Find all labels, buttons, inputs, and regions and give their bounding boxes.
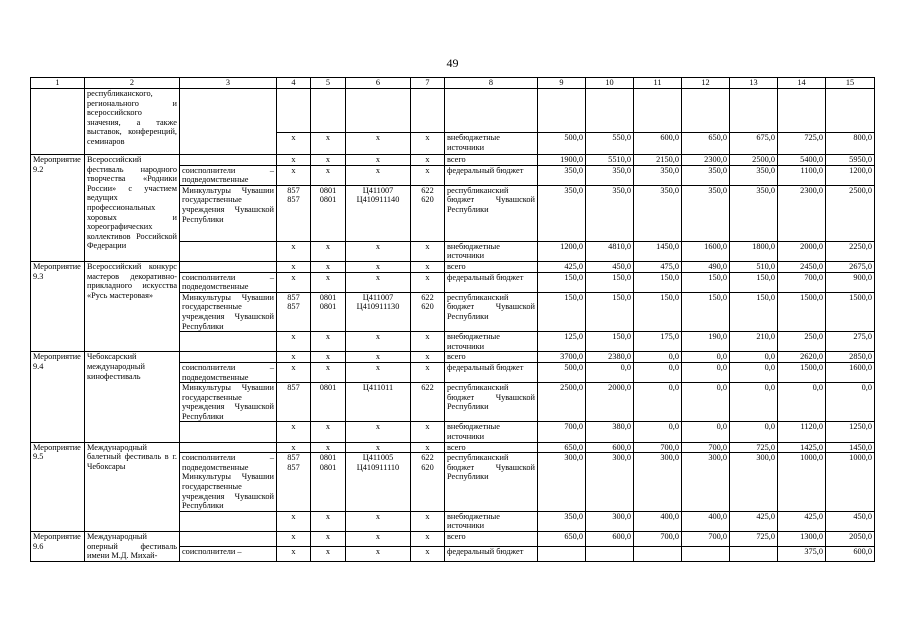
amount-cell: 1300,0 xyxy=(778,532,826,547)
event-name-cell: Всероссийский фестиваль народного творчества «Родники России» с участием ведущих профессиональных хоровых и хореографических коллективов Российской Федерации xyxy=(85,155,180,262)
amount-cell: 700,0 xyxy=(538,422,586,442)
code-cell: Ц411005 Ц410911110 xyxy=(346,453,411,512)
amount-cell: 425,0 xyxy=(538,261,586,272)
amount-cell: 600,0 xyxy=(586,442,634,453)
column-header: 2 xyxy=(85,78,180,89)
amount-cell: 150,0 xyxy=(586,332,634,352)
amount-cell: 550,0 xyxy=(586,133,634,155)
funding-source-cell: республиканский бюджет Чувашской Республики xyxy=(445,292,538,331)
code-cell: х xyxy=(411,442,445,453)
amount-cell: 4810,0 xyxy=(586,241,634,261)
column-header: 9 xyxy=(538,78,586,89)
amount-cell: 300,0 xyxy=(586,511,634,531)
amount-cell: 350,0 xyxy=(682,165,730,185)
amount-cell: 700,0 xyxy=(682,532,730,547)
event-code-cell: Мероприятие 9.6 xyxy=(31,532,85,562)
table-row xyxy=(31,155,875,166)
code-cell: х xyxy=(311,352,346,363)
amount-cell: 0,0 xyxy=(826,383,875,422)
amount-cell: 650,0 xyxy=(538,532,586,547)
code-cell: х xyxy=(346,511,411,531)
amount-cell: 650,0 xyxy=(682,133,730,155)
code-cell: 0801 xyxy=(311,383,346,422)
executor-cell xyxy=(180,532,277,547)
amount-cell: 0,0 xyxy=(634,383,682,422)
executor-cell: соисполнители – подведомственные xyxy=(180,272,277,292)
column-header: 5 xyxy=(311,78,346,89)
amount-cell: 700,0 xyxy=(682,442,730,453)
code-cell: х xyxy=(346,332,411,352)
amount-cell: 650,0 xyxy=(538,442,586,453)
amount-cell: 2150,0 xyxy=(634,155,682,166)
amount-cell: 150,0 xyxy=(538,292,586,331)
amount-cell: 725,0 xyxy=(730,442,778,453)
amount-cell: 0,0 xyxy=(730,422,778,442)
amount-cell: 0,0 xyxy=(730,383,778,422)
code-cell: 857 xyxy=(277,383,311,422)
amount-cell: 3700,0 xyxy=(538,352,586,363)
amount-cell: 210,0 xyxy=(730,332,778,352)
amount-cell: 1900,0 xyxy=(538,155,586,166)
executor-cell: соисполнители – подведомственные xyxy=(180,362,277,382)
event-name-cell: Международный оперный фестиваль имени М.Д. Михай- xyxy=(85,532,180,562)
code-cell: 0801 0801 xyxy=(311,453,346,512)
funding-source-cell: внебюджетные источники xyxy=(445,332,538,352)
funding-source-cell: республиканский бюджет Чувашской Республики xyxy=(445,453,538,512)
amount-cell: 380,0 xyxy=(586,422,634,442)
code-cell: х xyxy=(277,261,311,272)
code-cell: х xyxy=(277,511,311,531)
amount-cell: 0,0 xyxy=(682,422,730,442)
code-cell: х xyxy=(311,362,346,382)
amount-cell: 300,0 xyxy=(730,453,778,512)
amount-cell: 1000,0 xyxy=(826,453,875,512)
amount-cell: 150,0 xyxy=(682,272,730,292)
executor-cell: соисполнители – xyxy=(180,546,277,561)
code-cell: х xyxy=(411,133,445,155)
amount-cell: 150,0 xyxy=(586,272,634,292)
amount-cell: 2675,0 xyxy=(826,261,875,272)
code-cell: х xyxy=(311,155,346,166)
executor-cell xyxy=(180,422,277,442)
amount-cell: 350,0 xyxy=(586,185,634,241)
code-cell: Ц411011 xyxy=(346,383,411,422)
amount-cell: 490,0 xyxy=(682,261,730,272)
amount-cell: 425,0 xyxy=(730,511,778,531)
code-cell: х xyxy=(311,442,346,453)
code-cell: 622 620 xyxy=(411,453,445,512)
code-cell: х xyxy=(311,272,346,292)
code-cell: х xyxy=(277,272,311,292)
amount-cell: 2500,0 xyxy=(538,383,586,422)
column-header: 12 xyxy=(682,78,730,89)
amount-cell: 600,0 xyxy=(634,133,682,155)
amount-cell: 600,0 xyxy=(586,532,634,547)
amount-cell: 2000,0 xyxy=(778,241,826,261)
code-cell: х xyxy=(311,133,346,155)
amount-cell: 300,0 xyxy=(634,453,682,512)
code-cell: Ц411007 Ц410911140 xyxy=(346,185,411,241)
amount-cell: 725,0 xyxy=(730,532,778,547)
amount-cell: 425,0 xyxy=(778,511,826,531)
code-cell: х xyxy=(277,422,311,442)
code-cell: х xyxy=(346,165,411,185)
amount-cell: 700,0 xyxy=(634,442,682,453)
code-cell: х xyxy=(411,155,445,166)
amount-cell: 300,0 xyxy=(586,453,634,512)
executor-cell: соисполнители – подведомственные Минкультуры Чувашии государственные учреждения Чувашской Республики xyxy=(180,453,277,512)
code-cell: х xyxy=(277,165,311,185)
funding-source-cell: федеральный бюджет xyxy=(445,546,538,561)
funding-source-cell: республиканский бюджет Чувашской Республики xyxy=(445,185,538,241)
amount-cell: 725,0 xyxy=(778,133,826,155)
code-cell: х xyxy=(346,272,411,292)
code-cell: х xyxy=(411,511,445,531)
code-cell: х xyxy=(411,332,445,352)
code-cell: х xyxy=(277,442,311,453)
amount-cell: 0,0 xyxy=(730,352,778,363)
funding-source-cell: всего xyxy=(445,532,538,547)
amount-cell: 0,0 xyxy=(682,352,730,363)
amount-cell: 2380,0 xyxy=(586,352,634,363)
amount-cell: 2250,0 xyxy=(826,241,875,261)
funding-source-cell: внебюджетные источники xyxy=(445,133,538,155)
amount-cell: 600,0 xyxy=(826,546,875,561)
amount-cell: 190,0 xyxy=(682,332,730,352)
executor-cell: Минкультуры Чувашии государственные учреждения Чувашской Республики xyxy=(180,292,277,331)
amount-cell: 0,0 xyxy=(586,362,634,382)
code-cell: х xyxy=(277,241,311,261)
amount-cell xyxy=(538,546,586,561)
column-header: 8 xyxy=(445,78,538,89)
amount-cell: 350,0 xyxy=(730,165,778,185)
code-cell: 622 620 xyxy=(411,185,445,241)
code-cell: х xyxy=(277,532,311,547)
executor-cell: Минкультуры Чувашии государственные учреждения Чувашской Республики xyxy=(180,383,277,422)
amount-cell: 350,0 xyxy=(586,165,634,185)
amount-cell: 0,0 xyxy=(634,422,682,442)
amount-cell: 0,0 xyxy=(634,352,682,363)
header-row xyxy=(31,78,875,89)
amount-cell: 2850,0 xyxy=(826,352,875,363)
code-cell: х xyxy=(346,261,411,272)
table-row xyxy=(31,352,875,363)
code-cell: х xyxy=(411,352,445,363)
funding-source-cell: федеральный бюджет xyxy=(445,165,538,185)
code-cell: х xyxy=(277,155,311,166)
executor-cell xyxy=(180,155,277,166)
code-cell: х xyxy=(311,511,346,531)
funding-source-cell: внебюджетные источники xyxy=(445,422,538,442)
code-cell: 622 620 xyxy=(411,292,445,331)
amount-cell: 800,0 xyxy=(826,133,875,155)
executor-cell xyxy=(180,241,277,261)
amount-cell: 510,0 xyxy=(730,261,778,272)
table-row xyxy=(31,532,875,547)
amount-cell: 2620,0 xyxy=(778,352,826,363)
code-cell: х xyxy=(311,546,346,561)
amount-cell: 1200,0 xyxy=(538,241,586,261)
column-header: 1 xyxy=(31,78,85,89)
code-cell: 857 857 xyxy=(277,185,311,241)
code-cell: х xyxy=(411,261,445,272)
amount-cell: 375,0 xyxy=(778,546,826,561)
amount-cell: 2000,0 xyxy=(586,383,634,422)
amount-cell: 900,0 xyxy=(826,272,875,292)
amount-cell: 350,0 xyxy=(682,185,730,241)
amount-cell: 1250,0 xyxy=(826,422,875,442)
code-cell: х xyxy=(411,272,445,292)
code-cell: х xyxy=(411,422,445,442)
executor-cell xyxy=(180,511,277,531)
code-cell: х xyxy=(277,362,311,382)
column-header: 7 xyxy=(411,78,445,89)
amount-cell: 400,0 xyxy=(634,511,682,531)
code-cell: 0801 0801 xyxy=(311,185,346,241)
code-cell: Ц411007 Ц410911130 xyxy=(346,292,411,331)
amount-cell: 150,0 xyxy=(730,272,778,292)
amount-cell: 450,0 xyxy=(586,261,634,272)
amount-cell: 350,0 xyxy=(538,185,586,241)
amount-cell: 150,0 xyxy=(682,292,730,331)
code-cell: х xyxy=(411,241,445,261)
amount-cell: 1800,0 xyxy=(730,241,778,261)
column-header: 6 xyxy=(346,78,411,89)
funding-source-cell: внебюджетные источники xyxy=(445,511,538,531)
amount-cell: 1425,0 xyxy=(778,442,826,453)
amount-cell: 175,0 xyxy=(634,332,682,352)
amount-cell: 2450,0 xyxy=(778,261,826,272)
event-code-cell: Мероприятие 9.4 xyxy=(31,352,85,442)
amount-cell: 2300,0 xyxy=(778,185,826,241)
code-cell: х xyxy=(311,532,346,547)
column-header: 13 xyxy=(730,78,778,89)
amount-cell: 0,0 xyxy=(634,362,682,382)
amount-cell: 250,0 xyxy=(778,332,826,352)
event-name-cell: Всероссийский конкурс мастеров декоративно-прикладного искусства «Русь мастеровая» xyxy=(85,261,180,351)
code-cell: х xyxy=(411,532,445,547)
code-cell: х xyxy=(346,546,411,561)
amount-cell xyxy=(730,546,778,561)
code-cell: х xyxy=(311,165,346,185)
code-cell: х xyxy=(346,155,411,166)
executor-cell xyxy=(180,261,277,272)
amount-cell xyxy=(586,546,634,561)
page-number: 49 xyxy=(446,56,459,70)
code-cell: 622 xyxy=(411,383,445,422)
amount-cell: 2300,0 xyxy=(682,155,730,166)
code-cell: х xyxy=(277,546,311,561)
code-cell: х xyxy=(346,352,411,363)
event-code-cell xyxy=(31,89,85,155)
amount-cell: 300,0 xyxy=(682,453,730,512)
code-cell: 857 857 xyxy=(277,453,311,512)
executor-cell xyxy=(180,442,277,453)
amount-cell: 350,0 xyxy=(538,511,586,531)
code-cell: х xyxy=(346,133,411,155)
code-cell: х xyxy=(277,332,311,352)
code-cell: х xyxy=(311,261,346,272)
amount-cell: 700,0 xyxy=(778,272,826,292)
amount-cell: 1500,0 xyxy=(778,362,826,382)
table-row xyxy=(31,89,875,133)
amount-cell: 1120,0 xyxy=(778,422,826,442)
event-name-cell: республиканского, регионального и всероссийского значения, а также выставок, конференций, семинаров xyxy=(85,89,180,155)
code-cell: х xyxy=(311,332,346,352)
amount-cell: 2500,0 xyxy=(730,155,778,166)
code-cell: х xyxy=(311,422,346,442)
code-cell: х xyxy=(277,133,311,155)
funding-source-cell: всего xyxy=(445,442,538,453)
amount-cell: 5400,0 xyxy=(778,155,826,166)
executor-cell: Минкультуры Чувашии государственные учреждения Чувашской Республики xyxy=(180,185,277,241)
funding-source-cell: федеральный бюджет xyxy=(445,272,538,292)
funding-source-cell: всего xyxy=(445,155,538,166)
code-cell: х xyxy=(411,165,445,185)
executor-cell xyxy=(180,332,277,352)
amount-cell: 150,0 xyxy=(730,292,778,331)
amount-cell: 5950,0 xyxy=(826,155,875,166)
table-row xyxy=(31,261,875,272)
code-cell: х xyxy=(346,422,411,442)
column-header: 4 xyxy=(277,78,311,89)
code-cell: х xyxy=(346,362,411,382)
amount-cell: 1200,0 xyxy=(826,165,875,185)
code-cell: х xyxy=(346,241,411,261)
amount-cell: 350,0 xyxy=(538,165,586,185)
amount-cell: 125,0 xyxy=(538,332,586,352)
executor-cell xyxy=(180,352,277,363)
column-header: 15 xyxy=(826,78,875,89)
event-code-cell: Мероприятие 9.2 xyxy=(31,155,85,262)
amount-cell: 500,0 xyxy=(538,362,586,382)
amount-cell: 350,0 xyxy=(634,165,682,185)
executor-cell xyxy=(180,89,277,155)
funding-source-cell: федеральный бюджет xyxy=(445,362,538,382)
amount-cell: 150,0 xyxy=(586,292,634,331)
amount-cell xyxy=(634,546,682,561)
funding-source-cell: внебюджетные источники xyxy=(445,241,538,261)
amount-cell: 0,0 xyxy=(682,383,730,422)
funding-source-cell: республиканский бюджет Чувашской Республики xyxy=(445,383,538,422)
amount-cell: 350,0 xyxy=(634,185,682,241)
code-cell: 0801 0801 xyxy=(311,292,346,331)
amount-cell: 0,0 xyxy=(682,362,730,382)
amount-cell: 2500,0 xyxy=(826,185,875,241)
amount-cell: 700,0 xyxy=(634,532,682,547)
amount-cell: 1100,0 xyxy=(778,165,826,185)
amount-cell: 1450,0 xyxy=(634,241,682,261)
event-name-cell: Чебоксарский международный кинофестиваль xyxy=(85,352,180,442)
amount-cell: 1500,0 xyxy=(826,292,875,331)
amount-cell: 675,0 xyxy=(730,133,778,155)
column-header: 11 xyxy=(634,78,682,89)
funding-source-cell: всего xyxy=(445,261,538,272)
amount-cell: 1500,0 xyxy=(778,292,826,331)
column-header: 3 xyxy=(180,78,277,89)
code-cell: х xyxy=(311,241,346,261)
amount-cell: 150,0 xyxy=(538,272,586,292)
column-header: 10 xyxy=(586,78,634,89)
code-cell: х xyxy=(277,352,311,363)
amount-cell: 350,0 xyxy=(730,185,778,241)
amount-cell: 0,0 xyxy=(778,383,826,422)
amount-cell: 5510,0 xyxy=(586,155,634,166)
amount-cell: 1600,0 xyxy=(826,362,875,382)
executor-cell: соисполнители – подведомственные xyxy=(180,165,277,185)
code-cell: х xyxy=(346,442,411,453)
budget-table xyxy=(30,77,875,562)
amount-cell: 1000,0 xyxy=(778,453,826,512)
amount-cell: 300,0 xyxy=(538,453,586,512)
code-cell: х xyxy=(346,532,411,547)
code-cell: х xyxy=(411,546,445,561)
amount-cell: 150,0 xyxy=(634,272,682,292)
table-row xyxy=(31,442,875,453)
amount-cell: 450,0 xyxy=(826,511,875,531)
funding-source-cell: всего xyxy=(445,352,538,363)
amount-cell xyxy=(682,546,730,561)
amount-cell: 2050,0 xyxy=(826,532,875,547)
amount-cell: 150,0 xyxy=(634,292,682,331)
amount-cell: 475,0 xyxy=(634,261,682,272)
amount-cell: 0,0 xyxy=(730,362,778,382)
amount-cell: 1450,0 xyxy=(826,442,875,453)
amount-cell: 400,0 xyxy=(682,511,730,531)
code-cell: 857 857 xyxy=(277,292,311,331)
amount-cell: 500,0 xyxy=(538,133,586,155)
amount-cell: 275,0 xyxy=(826,332,875,352)
column-header: 14 xyxy=(778,78,826,89)
code-cell: х xyxy=(411,362,445,382)
event-code-cell: Мероприятие 9.5 xyxy=(31,442,85,531)
event-code-cell: Мероприятие 9.3 xyxy=(31,261,85,351)
amount-cell: 1600,0 xyxy=(682,241,730,261)
event-name-cell: Международный балетный фестиваль в г. Чебоксары xyxy=(85,442,180,531)
